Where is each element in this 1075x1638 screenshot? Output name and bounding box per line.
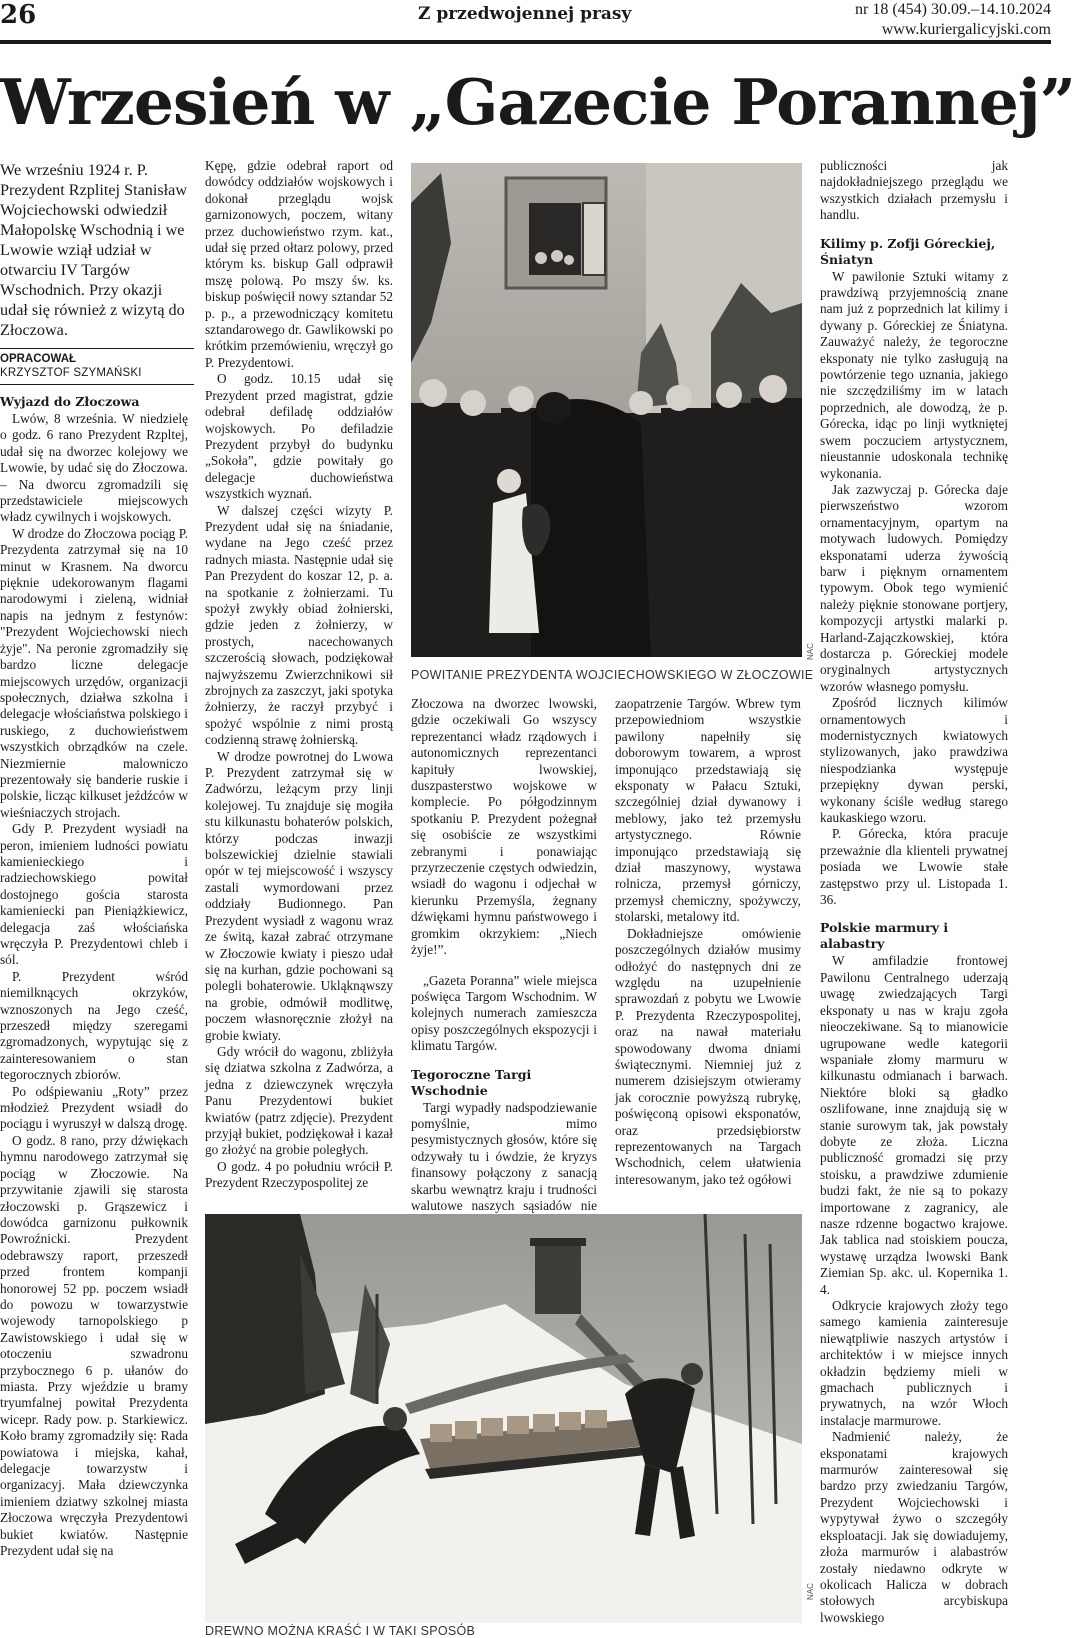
photo-illustration: [205, 1214, 802, 1623]
paragraph: Dokładniejsze omówienie poszczególnych działów musimy odłożyć do następnych dni ze względu na uzupełnienie sprawozdań z pobytu we Lwowie P. Prezydenta Rzeczypospolitej, oraz na nawał materiału spowodowany dwoma dniami świątecznymi. Niemniej już z numerem dzisiejszym otwieramy jak corocznie powyższą rubrykę, poświęconą opisowi eksponatów, oraz przedsiębiorstw reprezentowanych na Targach Wschodnich, celem ułatwienia interesowanym, jako też ogółowi: [615, 925, 801, 1187]
photo-wood-sled: [205, 1214, 802, 1623]
photo-credit: NAC: [806, 643, 815, 660]
paragraph: W drodze do Złoczowa pociąg P. Prezydenta zatrzymał się na 10 minut w Krasnem. Na dworcu pięknie udekorowanym flagami narodowymi i zieleną, widniał napis na jednym z festynów: "Prezydent Wojciechowski niech żyje". Na peronie zgromadziły się bardzo liczne delegacje miejscowych urzędów, organizacji społecznych, działwa szkolna i delegacje włościaństwa polskiego i ruskiego, z duchowieństwem wszystkich obrządków na czele. Niezmiernie malowniczo prezentowały się banderie ruskie i polskie, licząc kilkuset jeźdźców w wieśniaczych strojach.: [0, 525, 188, 820]
photo-caption: POWITANIE PREZYDENTA WOJCIECHOWSKIEGO W ZŁOCZOWIE: [411, 668, 814, 682]
paragraph: Targi wypadły nadspodziewanie pomyślnie, mimo pesymistycznych głosów, które się odzywały tu i ówdzie, że kryzys finansowy połączony z sanacją skarbu wewnątrz kraju i trudności walutowe naszych sąsiadów nie: [411, 1099, 597, 1213]
photo-illustration: [411, 163, 802, 657]
paragraph: Złoczowa na dworzec lwowski, gdzie oczekiwali Go wszyscy reprezentanci władz rządowych i autonomicznych reprezentanci kapituły lwowskiej, duszpasterstwo wojskowe w komplecie. Po półgodzinnym spotkaniu P. Prezydent pożegnał się osobiście ze wszystkimi zebranymi i ponawiając przyrzeczenie częstych odwiedzin, wsiadł do wagonu i odjechał w kierunku Przemyśla, żegnany dźwiękami hymnu państwowego i gromkim okrzykiem: „Niech żyje!”.: [411, 696, 597, 958]
header-rule: [0, 40, 1051, 44]
page-number: 26: [0, 0, 37, 30]
paragraph: W pawilonie Sztuki witamy z prawdziwą przyjemnością znane nam już z poprzednich lat kilimy i dywany p. Góreckiej ze Śniatyna. Zauważyć należy, że tegoroczne eksponaty nie tylko zasługują na powtórzenie tego uznania, jakiego nie szczędziliśmy im w latach poprzednich, ale dowodzą, że p. Górecka, idąc po linji wytkniętej swem poczuciem artystycznem, nieustannie udoskonala technikę wykonania.: [820, 268, 1008, 481]
paragraph: Odkrycie krajowych złoży tego samego kamienia zainteresuje niewątpliwie naszych artystów i architektów i w miejsce innych okładzin będziemy mieli w gmachach publicznych i prywatnych, na wzór Włoch instalacje marmurowe.: [820, 1298, 1008, 1428]
paragraph: O godz. 10.15 udał się Prezydent przed magistrat, gdzie odebrał defiladę oddziałów wojskowych. Po defiladzie Prezydent przybył do budynku „Sokoła”, gdzie powitały go delegacje duchowieństwa wszystkich wyznań.: [205, 371, 393, 502]
paragraph: Kępę, gdzie odebrał raport od dowódcy oddziałów wojskowych i dokonał przeglądu wojsk garnizonowych, poczem, witany przez duchowieństwo rzym. kat., udał się przed ołtarz polowy, przed którym ks. biskup Gall odprawił mszę polową. Po mszy św. ks. biskup poświęcił nowy sztandar 52 p. p., a przewodniczący komitetu sztandarowego dr. Gawlikowski po krótkim przemówieniu, wręczył go P. Prezydentowi.: [205, 158, 393, 370]
paragraph: P. Górecka, która pracuje przeważnie dla klienteli prywatnej posiada we Lwowie stałe zastępstwo przy ul. Listopada 1. 36.: [820, 826, 1008, 908]
article-headline: Wrzesień w „Gazecie Porannej”: [0, 65, 1075, 139]
paragraph: P. Prezydent wśród niemilknących okrzyków, wznoszonych na Jego cześć, przeszedł między szeregami zgromadzonych, wypytując się z zainteresowaniem o stan tegorocznych zbiorów.: [0, 968, 188, 1083]
paragraph: Gdy wrócił do wagonu, zbliżyła się dziatwa szkolna z Zadwórza, a jedna z dziewczynek wręczyła Panu Prezydentowi bukiet kwiatów (patrz zdjęcie). Prezydent przyjął bukiet, podziękował i kazał go złożyć na grobie poległych.: [205, 1043, 393, 1158]
paragraph: Po odśpiewaniu „Roty” przez młodzież Prezydent wsiadł do pociągu i wyruszył w dalszą drogę.: [0, 1083, 188, 1132]
paragraph: Gdy P. Prezydent wysiadł na peron, imieniem ludności powiatu kamienieckiego i radziechowskiego powitał dostojnego gościa starosta kamieniecki pan Pieniążkiewicz, delegacja zaś włościańska wręczyła P. Prezydentowi chleb i sól.: [0, 821, 188, 968]
issue-info: [855, 0, 1051, 40]
issue-number: nr 18 (454) 30.09.–14.10.2024: [855, 1, 1051, 18]
byline-label: OPRACOWAŁ: [0, 353, 77, 365]
paragraph: zaopatrzenie Targów. Wbrew tym przepowiedniom wszystkie pawilony napełniły się doborowym towarem, a wprost imponująco przedstawiają się eksponaty w Pałacu Sztuki, szczególniej dział dywanowy i meblowy, jako też przemysłu artystycznego. Równie imponująco przedstawiają się dział maszynowy, wystawa rolnicza, przemysł górniczy, przemysł chemiczny, spożywczy, stolarski, metalowy itd.: [615, 696, 801, 925]
byline-author: KRZYSZTOF SZYMAŃSKI: [0, 367, 142, 379]
photo-credit: NAC: [806, 1583, 815, 1600]
section-title: Z przedwojennej prasy: [418, 4, 632, 24]
website-link[interactable]: www.kuriergalicyjski.com: [881, 21, 1051, 38]
paragraph: „Gazeta Poranna” wiele miejsca poświęca Targom Wschodnim. W kolejnych numerach zamieszcza opisy poszczególnych ekspozycji i klimatu Targów.: [411, 972, 597, 1054]
paragraph: W dalszej części wizyty P. Prezydent udał się na śniadanie, wydane na Jego cześć przez radnych miasta. Następnie udał się Pan Prezydent do koszar 12, p. a. na spotkanie z żołnierzami. Tu spożył zwykły obiad żołnierski, gdzie jeden z żołnierzy, w prostych, nacechowanych szczerością słowach, podziękował najwyższemu Zwierzchnikowi sił zbrojnych za zaszczyt, jaki spotyka żołnierzy, że raczył przybyć i spożyć wspólnie z nimi prostą codzienną strawę żołnierską.: [205, 502, 393, 748]
section-heading: Polskie marmury i alabastry: [820, 920, 949, 952]
lead-divider: [0, 348, 194, 349]
paragraph: O godz. 4 po południu wrócił P. Prezydent Rzeczypospolitej ze: [205, 1158, 393, 1191]
article-lead: We wrześniu 1924 r. P. Prezydent Rzplitej Stanisław Wojciechowski odwiedził Małopolskę Wschodnią i we Lwowie wziął udział w otwarciu IV Targów Wschodnich. Przy okazji udał się również z wizytą do Złoczowa.: [0, 161, 188, 339]
paragraph: W drodze powrotnej do Lwowa P. Prezydent zatrzymał się w Zadwórzu, leżącym przy linji kolejowej. Tu znajduje się mogiła stu kilkunastu bohaterów polskich, którzy podczas inwazji bolszewickiej dzielnie stawiali opór w tej miejscowość i wszyscy zastali wymordowani przez oddziały Budionnego. Pan Prezydent wysiadł z wagonu wraz ze świtą, kazał zabrać otrzymane w Złoczowie kwiaty i pieszo udał się na kurhan, gdzie pochowani są polegli bohaterowie. Ukląknąwszy na grobie, odmówił modlitwę, poczem własnoręcznie złożył na grobie kwiaty.: [205, 748, 393, 1043]
paragraph: Jak zazwyczaj p. Górecka daje pierwszeństwo wzorom ornamentacyjnym, opartym na motywach ludowych. Pomiędzy eksponatami uderza żywością barw i pięknym ornamentem typowym. Obok tego wymienić należy pięknie stonowane portjery, kompozycji artystki malarki p. Harland-Zajączkowskiej, która dostarcza p. Góreckiej modele oryginalnych artystycznych wzorów własnego pomysłu.: [820, 481, 1008, 694]
paragraph: publiczności jak najdokładniejszego przeglądu we wszystkich działach przemysłu i handlu.: [820, 158, 1008, 223]
photo-caption: DREWNO MOŻNA KRAŚĆ I W TAKI SPOSÓB: [205, 1624, 476, 1638]
photo-president-welcome: [411, 163, 802, 657]
section-heading: Kilimy p. Zofji Góreckiej, Śniatyn: [820, 235, 996, 267]
section-heading: Wyjazd do Złoczowa: [0, 394, 140, 409]
column-5: [820, 158, 1008, 1635]
column-2: [205, 158, 393, 1210]
byline-divider: [0, 384, 194, 385]
column-3: [411, 696, 597, 1213]
column-4: [615, 696, 801, 1210]
column-1: [0, 388, 188, 1635]
paragraph: Nadmienić należy, że eksponatami krajowych marmurów zainteresował się bardzo przy zwiedzaniu Targów, Prezydent Wojciechowski i wypytywał żywo o szczegóły eksploatacji. Jak się dowiadujemy, złoża marmurów i alabastrów zostały niedawno odkryte w okolicach Halicza w dobrach stołowych arcybiskupa lwowskiego: [820, 1429, 1008, 1625]
paragraph: W amfiladzie frontowej Pawilonu Centralnego uderzają uwagę zwiedzających Targi eksponaty u nas w kraju zgoła nieoczekiwane. Są to mianowicie ugrupowane wedle kategorii wspaniałe złomy marmuru w kilkunastu odmianach i barwach. Niektóre bloki są gładko oszlifowane, inne znajdują się w stanie surowym tak, jak powstały dobyte ze złoża. Liczna publiczność gromadzi się przy stoisku, a prawdziwe zdumienie budzi fakt, że nie są to pokazy importowane z zagranicy, ale nasze rdzenne bogactwo krajowe. Jak tablica nad stoiskiem poucza, wystawę urządza lwowski Bank Ziemian Sp. akc. ul. Kopernika 1. 4.: [820, 953, 1008, 1297]
paragraph: Zpośród licznych kilimów ornamentowych i modernistycznych kwiatowych stylizowanych, jako prawdziwa niespodzianka występuje przepiękny dywan perski, wykonany ściśle według starego kaukaskiego wzoru.: [820, 695, 1008, 826]
paragraph: Lwów, 8 września. W niedzielę o godz. 6 rano Prezydent Rzpltej, udał się na dworzec kolejowy we Lwowie, by udać się do Złoczowa. – Na dworcu zgromadzili się przedstawiciele miejscowych władz cywilnych i wojskowych.: [0, 411, 188, 525]
paragraph: O godz. 8 rano, przy dźwiękach hymnu narodowego zatrzymał się pociąg w Złoczowie. Na przywitanie zjawili się starosta złoczowski p. Grąszewicz i dowódca garnizonu pułkownik Powroźnicki. Prezydent odebrawszy raport, przeszedł przed frontem kompanji honorowej 52 pp. poczem wsiadł do powozu w towarzystwie wojewody tarnopolskiego p Zawistowskiego i udał się w otoczeniu szwadronu przybocznego 6 p. ułanów do miasta. Przy wjeździe u bramy tryumfalnej powitał Prezydenta wicepr. Rady pow. p. Starkiewicz. Koło bramy zgromadziły się: Rada powiatowa i miejska, kahał, delegacje towarzystw i organizacyj. Mała dziewczynka imieniem dziatwy szkolnej miasta Złoczowa wręczyła Prezydentowi bukiet kwiatów. Następnie Prezydent udał się na: [0, 1132, 188, 1559]
section-heading: Tegoroczne Targi Wschodnie: [411, 1066, 532, 1098]
